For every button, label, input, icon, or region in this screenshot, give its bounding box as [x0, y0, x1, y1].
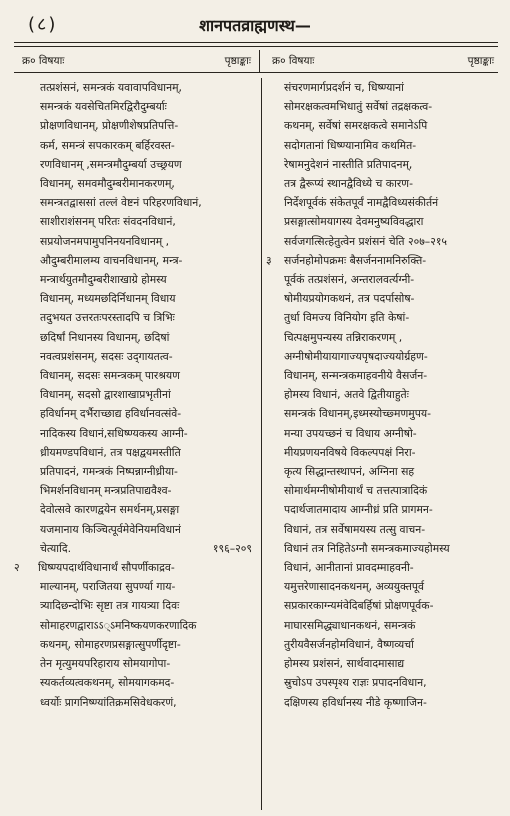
- left-item-1: [14, 78, 256, 558]
- entry-first-line: [14, 558, 256, 577]
- entry-line: विधानम्, सदसो द्वारशाखाप्रभृतीनां: [40, 388, 171, 402]
- entry-last-line: [40, 539, 256, 558]
- page-number: (८): [28, 14, 58, 35]
- left-column-header: [14, 50, 255, 70]
- entry-line: माघारसमिद्ध्याधानकथनं, समन्त्रकं: [284, 618, 416, 632]
- entry-line: चित्पक्षमुपन्यस्य तन्निराकरणम् ,: [284, 330, 403, 344]
- entry-line: तत्प्रशंसनं, समन्त्रकं यवावापविधानम्,: [40, 81, 182, 94]
- entry-line: साशीराशंसनम् परितः संवदनविधानं,: [40, 215, 176, 229]
- entry-line: सोमाहरणद्वाराऽऽ्ऽमनिष्कयणकरणादिक: [40, 618, 197, 632]
- entry-line: समन्त्रकं विधानम्,इध्मस्योच्छ्मणमुपय-: [284, 407, 431, 421]
- entry-line: होमस्य विधानं, अतवे द्वितीयाहुतेः: [284, 388, 409, 402]
- entry-line: मन्या उपयच्छनं च विधाय अग्नीषो-: [284, 426, 417, 440]
- entry-line: तत्र द्वैरूप्यं स्थानद्वैविध्ये च कारण-: [284, 177, 414, 191]
- right-item-1: [266, 78, 500, 251]
- entry-line: धिष्ण्यपदार्थविधानार्थं सौपर्णीकाद्रव-: [38, 561, 175, 575]
- entry-line: विधानं, तत्र सर्वेषामयस्य तत्सु वाचन-: [284, 522, 426, 536]
- entry-line: निर्देशपूर्वकं संकेतपूर्वं नामद्वैविध्यसंकीर्तनं: [284, 196, 439, 210]
- entry-line: औदुम्बरीमालम्य वाचनविधानम्, मन्त्र-: [40, 253, 183, 267]
- entry-line: स्रुचोऽप उपस्पृश्य राज्ञः प्रपादनविधान,: [284, 676, 427, 690]
- entry-line-with-reference: सर्वजगत्सित्हेतुत्वेन प्रशंसनं चेति २०७–२१५: [284, 234, 448, 248]
- entry-line: यमुत्तरेणासादनकथनम्, अव्ययुक्तपूर्व: [284, 580, 425, 594]
- entry-line: हविर्धानम् दर्भैराच्छाद्य हविर्धानवत्संवे-: [40, 407, 182, 421]
- entry-line: विधानं तत्र निहितेऽग्नौ समन्त्रकमाज्यहोमस्य: [284, 541, 450, 555]
- entry-line: कथनम्, सोमाहरणप्रसङ्गात्सुपर्णीदृष्टा-: [40, 637, 181, 651]
- entry-line: स्यकर्तव्यत्वकथनम्, सोमयागकमद-: [40, 676, 175, 690]
- entry-line: पूर्वकं तत्प्रशंसनं, अन्तरालवर्त्यग्नी-: [284, 273, 415, 287]
- header-rule-bottom: [14, 46, 498, 47]
- entry-line: ध्रीयमण्डपविधानं, तत्र पक्षद्वयमस्तीति: [40, 445, 181, 459]
- entry-line: प्रोक्षणविधानम्, प्रोक्षणीशेषप्रतिपत्ति-: [40, 119, 179, 133]
- entry-line: सदोगतानां धिष्ण्यानामिव कथमित-: [284, 138, 417, 152]
- entry-line: तुरीयवैसर्जनहोमविधानं, वैष्णव्यर्चा: [284, 637, 414, 651]
- column-divider: [261, 78, 262, 810]
- entry-line: सोमरक्षकत्वमभिधातुं सर्वेषां तद्रक्षकत्व-: [284, 100, 433, 114]
- entry-line: दक्षिणस्य हविर्धानस्य नीडे कृष्णाजिन-: [284, 695, 427, 709]
- entry-line: मीयप्रणयनविषये विकल्पपक्षं निरा-: [284, 445, 416, 459]
- entry-line: प्रतिपादनं, गमन्त्रकं निष्पन्नाग्नीध्रीया-: [40, 465, 178, 479]
- page-header: [0, 6, 510, 38]
- right-page-numbers-label: पृष्ठाङ्काः: [467, 55, 494, 67]
- entry-line: तुर्धा विमज्य विनियोग इति केषां-: [284, 311, 410, 325]
- entry-line: कर्म, समन्त्रं सपकारकम् बर्हिरवस्त-: [40, 138, 175, 152]
- entry-line: तदुभयत उत्तरतःपरस्तादपि च त्रिभिः: [40, 311, 175, 325]
- entry-line: रेषामनुदेशनं नास्तीति प्रतिपादनम्,: [284, 157, 413, 171]
- entry-line: विधानम्, मध्यमछदिर्निधानम् विधाय: [40, 292, 176, 306]
- item-number: २: [14, 561, 20, 575]
- entry-line: त्र्यादिछन्दोभिः सृष्टा तत्र गायत्र्या दिवः: [40, 599, 180, 613]
- entry-line: विधानं, आनीतानां प्रावदम्माहवनी-: [284, 561, 414, 575]
- entry-line: देवोत्सवे कारणद्वयेन समर्थनम्,प्रसङ्गा: [40, 503, 180, 517]
- entry-line: सप्रकारकाग्न्यमंवेदिबर्हिषां प्रोक्षणपूर्वक-: [284, 599, 434, 613]
- entry-line: अग्नीषोमीयायागाज्यपृषदाज्ययोर्ग्रहण-: [284, 349, 428, 363]
- right-column: [266, 78, 500, 712]
- left-item-2: [14, 558, 256, 712]
- entry-line: षोमीयप्रयोगकथनं, तत्र पदर्पासोष-: [284, 292, 415, 306]
- entry-line: विधानम्, समवमौदुम्बरीमानकरणम्,: [40, 177, 175, 191]
- entry-line: सप्रयोजनमपामुपनिनयनविधानम् ,: [40, 234, 170, 248]
- header-rule-top: [14, 42, 498, 43]
- right-column-header: [264, 50, 498, 70]
- entry-line: विधानम्, सन्मन्त्रकमाहवनीये वैसर्जन-: [284, 369, 428, 383]
- right-item-2: [266, 251, 500, 712]
- entry-line: तेन मृत्युमयपरिहाराय सोमयागोपा-: [40, 657, 171, 671]
- column-header-divider: [259, 50, 260, 72]
- entry-line: समन्त्रकं यवसेचितमिरद्विरौदुम्बर्याः: [40, 100, 167, 114]
- page-reference: १९६–२०९: [212, 541, 252, 555]
- entry-line: कृत्य सिद्धान्तस्थापनं, अग्निना सह: [284, 465, 415, 479]
- left-page-numbers-label: पृष्ठाङ्काः: [224, 55, 251, 67]
- entry-line: रणविधानम् ,समन्त्रमौदुम्बर्या उच्छ्रयण: [40, 157, 182, 171]
- left-subjects-label: क्र० विषयाः: [22, 55, 65, 67]
- entry-line: सर्जनहोमोपक्रमः बैसर्जननामनिरुक्ति-: [284, 253, 427, 267]
- entry-line-end: चेत्यादि.: [40, 541, 72, 555]
- entry-line: सोमार्थमग्नीषोमीयार्थं च तत्तत्पात्रादिकं: [284, 484, 428, 498]
- item-number: ३: [266, 253, 272, 267]
- entry-line: होमस्य प्रशंसनं, सार्थवादमासाद्य: [284, 657, 405, 671]
- right-subjects-label: क्र० विषयाः: [272, 55, 315, 67]
- entry-first-line: [266, 251, 500, 270]
- entry-line: छदिर्षां निधानस्य विधानम्, छदिषां: [40, 330, 170, 344]
- page-title: शानपतव्राह्मणस्थ—: [199, 16, 311, 35]
- entry-line: माल्यानम्, पराजितया सुपर्ण्या गाय-: [40, 580, 176, 594]
- column-header-rule: [14, 72, 498, 73]
- entry-line: संचरणमार्गप्रदर्शनं च, धिष्ण्यानां: [284, 81, 404, 94]
- entry-line: मन्त्रार्थयुतमौदुम्बरीशाखाग्रे होमस्य: [40, 273, 167, 287]
- entry-line: भिमर्शनविधानम् मन्त्रप्रतिपाद्यवैश्व-: [40, 484, 172, 498]
- left-column: [14, 78, 256, 712]
- entry-line: पदार्थजातमादाय आग्नीध्रं प्रति प्रागमन-: [284, 503, 433, 517]
- entry-line: कथनम्, सर्वेषां समरक्षकत्वे समानेऽपि: [284, 119, 428, 133]
- entry-line: विधानम्, सदसः समन्त्रकम् पारश्रयण: [40, 369, 180, 383]
- entry-line: ध्वर्योः प्रागनिष्ण्यांतिक्रमसिवेधकरणं,: [40, 695, 177, 709]
- entry-line: यजमानाय किञ्चित्पूर्वमेवेनियमविधानं: [40, 522, 181, 536]
- entry-line: समन्त्रतद्वाससां तल्लं वेष्टनं परिहरणविधानं,: [40, 196, 202, 210]
- entry-line: नादिकस्य विधानं,सधिष्ण्यकस्य आग्नी-: [40, 426, 188, 440]
- entry-line: प्रसङ्गात्सोमयागस्य देवमनुष्यविवद्धारा: [284, 215, 424, 229]
- entry-line: नवत्वप्रशंसनम्, सदसः उद्‌गायतत्व-: [40, 349, 173, 363]
